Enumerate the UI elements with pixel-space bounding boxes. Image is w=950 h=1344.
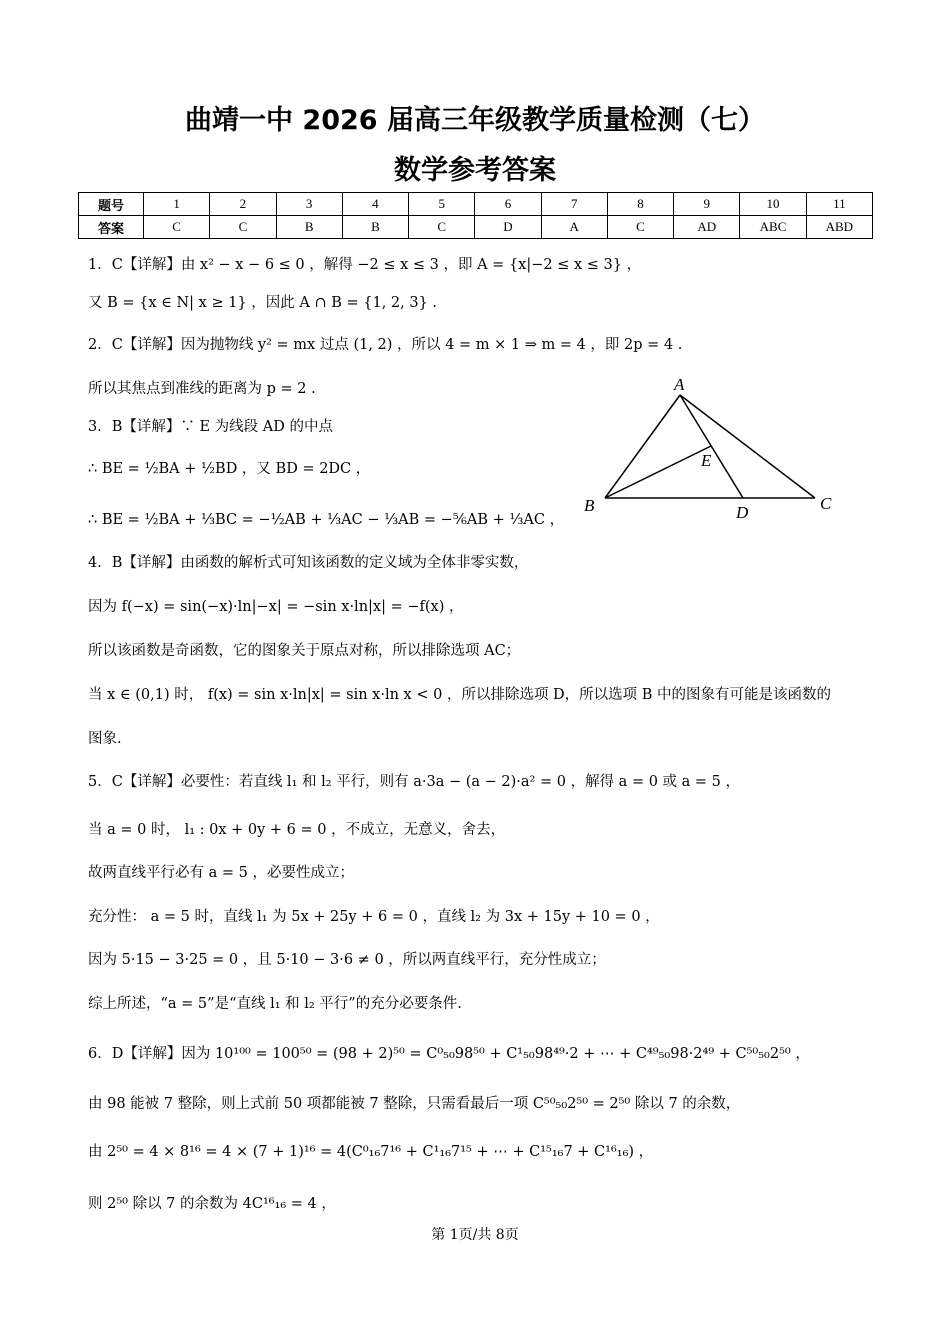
table-cell: 9 <box>674 193 740 216</box>
table-cell: ABC <box>740 216 806 239</box>
document-subtitle: 数学参考答案 <box>394 155 556 186</box>
table-cell: ABD <box>806 216 872 239</box>
solution-line: 由 98 能被 7 整除，则上式前 50 项都能被 7 整除，只需看最后一项 C⁵⁰₅₀2⁵⁰ = 2⁵⁰ 除以 7 的余数， <box>88 1096 741 1112</box>
document-title: 曲靖一中 2026 届高三年级教学质量检测（七） <box>185 105 765 136</box>
table-header-number: 题号 <box>79 193 144 216</box>
solution-line: 因为 f(−x) = sin(−x)·ln|−x| = −sin x·ln|x| = −f(x) ， <box>88 599 464 615</box>
table-cell: 2 <box>210 193 276 216</box>
table-cell: D <box>475 216 541 239</box>
table-cell: 6 <box>475 193 541 216</box>
table-cell: 11 <box>806 193 872 216</box>
table-cell: 5 <box>409 193 475 216</box>
table-cell: C <box>607 216 673 239</box>
solution-line: 所以其焦点到准线的距离为 p = 2 . <box>88 381 316 397</box>
label-b: B <box>584 496 595 515</box>
table-row-numbers <box>79 193 873 216</box>
solution-line: 当 a = 0 时， l₁ : 0x + 0y + 6 = 0 ，不成立，无意义，舍去， <box>88 822 506 838</box>
solution-line: 则 2⁵⁰ 除以 7 的余数为 4C¹⁶₁₆ = 4 ， <box>88 1196 336 1212</box>
table-cell: 1 <box>144 193 210 216</box>
solution-line: 故两直线平行必有 a = 5 ，必要性成立； <box>88 865 354 881</box>
solution-line: 3．B【详解】∵ E 为线段 AD 的中点 <box>88 419 333 435</box>
solution-line: 1．C【详解】由 x² − x − 6 ≤ 0 ，解得 −2 ≤ x ≤ 3 ，即 A = {x|−2 ≤ x ≤ 3} ， <box>88 257 642 273</box>
table-cell: AD <box>674 216 740 239</box>
solution-line: 4．B【详解】由函数的解析式可知该函数的定义域为全体非零实数， <box>88 555 529 571</box>
segment-ab <box>605 395 680 498</box>
solution-line: 又 B = {x ∈ N| x ≥ 1} ，因此 A ∩ B = {1, 2, 3} . <box>88 295 438 311</box>
table-cell: 8 <box>607 193 673 216</box>
solution-line: 图象. <box>88 731 122 747</box>
solution-line: 因为 5·15 − 3·25 = 0 ，且 5·10 − 3·6 ≠ 0 ，所以两直线平行，充分性成立； <box>88 952 606 968</box>
segment-ad <box>680 395 743 498</box>
solution-line: 综上所述，“a = 5”是“直线 l₁ 和 l₂ 平行”的充分必要条件. <box>88 996 462 1012</box>
solution-line: 所以该函数是奇函数，它的图象关于原点对称，所以排除选项 AC； <box>88 643 521 659</box>
label-e: E <box>701 451 712 470</box>
page-footer: 第 1页/共 8页 <box>431 1227 519 1243</box>
answer-table <box>78 192 873 239</box>
solution-line: ∴ BE = ½BA + ⅓BC = −½AB + ⅓AC − ⅓AB = −⅚AB + ⅓AC ， <box>88 512 565 528</box>
label-a: A <box>674 375 685 394</box>
table-cell: B <box>342 216 408 239</box>
table-row-answers <box>79 216 873 239</box>
solution-line: 当 x ∈ (0,1) 时， f(x) = sin x·ln|x| = sin x·ln x < 0 ，所以排除选项 D，所以选项 B 中的图象有可能是该函数的 <box>88 687 832 703</box>
solution-line: 2．C【详解】因为抛物线 y² = mx 过点 (1, 2) ，所以 4 = m × 1 ⇒ m = 4 ，即 2p = 4 . <box>88 337 683 353</box>
table-cell: C <box>210 216 276 239</box>
segment-ac <box>680 395 815 498</box>
triangle-figure <box>575 375 845 525</box>
solution-line: 由 2⁵⁰ = 4 × 8¹⁶ = 4 × (7 + 1)¹⁶ = 4(C⁰₁₆7¹⁶ + C¹₁₆7¹⁵ + ⋯ + C¹⁵₁₆7 + C¹⁶₁₆) ， <box>88 1144 654 1160</box>
table-cell: B <box>276 216 342 239</box>
table-cell: 3 <box>276 193 342 216</box>
solution-line: 充分性： a = 5 时，直线 l₁ 为 5x + 25y + 6 = 0 ，直线 l₂ 为 3x + 15y + 10 = 0 ， <box>88 909 660 925</box>
table-cell: 10 <box>740 193 806 216</box>
solution-line: 5．C【详解】必要性：若直线 l₁ 和 l₂ 平行，则有 a·3a − (a − 2)·a² = 0 ，解得 a = 0 或 a = 5 ， <box>88 774 740 790</box>
table-cell: 4 <box>342 193 408 216</box>
solution-line: ∴ BE = ½BA + ½BD ，又 BD = 2DC ， <box>88 461 371 477</box>
solution-line: 6．D【详解】因为 10¹⁰⁰ = 100⁵⁰ = (98 + 2)⁵⁰ = C⁰₅₀98⁵⁰ + C¹₅₀98⁴⁹·2 + ⋯ + C⁴⁹₅₀98·2⁴⁹ + C⁵⁰₅₀2⁵⁰ ， <box>88 1046 810 1062</box>
label-c: C <box>820 494 832 513</box>
table-cell: C <box>144 216 210 239</box>
label-d: D <box>736 503 749 522</box>
table-cell: C <box>409 216 475 239</box>
table-header-answer: 答案 <box>79 216 144 239</box>
segment-be <box>605 446 711 498</box>
table-cell: 7 <box>541 193 607 216</box>
table-cell: A <box>541 216 607 239</box>
